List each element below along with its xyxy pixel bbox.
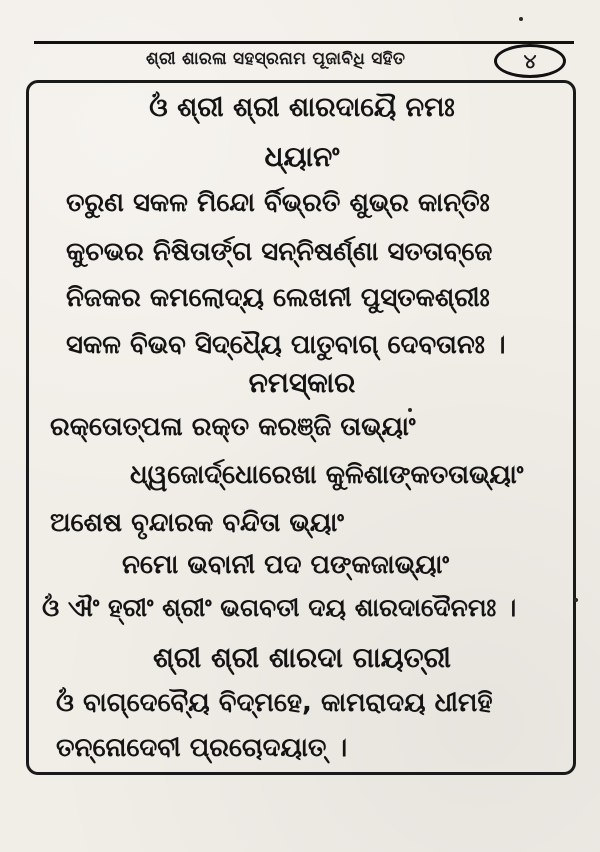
namaskar-line: ଧ୍ୱଜୋର୍ଦ୍ଧୋରେଖା କୁଳିଶାଙ୍କତତାଭ୍ୟାଂ	[130, 460, 524, 490]
dhyan-line: ତରୁଣ ସକଳ ମିନ୍ଦୋ ର୍ବିଭ୍ରତି ଶୁଭ୍ର କାନ୍ତିଃ	[66, 188, 490, 218]
gayatri-line: ତନ୍ନୋଦେବୀ ପ୍ରଚୋଦୟାତ୍ ।	[56, 733, 348, 763]
page-number-badge	[494, 44, 566, 78]
gayatri-heading: ଶ୍ରୀ ଶ୍ରୀ ଶାରଦା ଗାୟତ୍ରୀ	[153, 641, 451, 674]
namaskar-line: ନମୋ ଭବାନୀ ପଦ ପଙ୍କଜାଭ୍ୟାଂ	[122, 550, 450, 580]
invocation-title: ଓଁ ଶ୍ରୀ ଶ୍ରୀ ଶାରଦାୟୈ ନମଃ	[149, 92, 455, 123]
dhyan-line: ସକଳ ବିଭବ ସିଦ୍ଧ୍ୟୈ ପାତୁବାଗ୍ ଦେବତାନଃ ।	[66, 330, 506, 360]
print-speck	[574, 598, 578, 602]
print-speck	[408, 408, 412, 412]
print-speck	[519, 17, 523, 21]
header-rule	[34, 41, 574, 44]
page-number: ୪	[523, 49, 537, 73]
gayatri-line: ଓଁ ବାଗ୍‌ଦେବ୍ୟୈ ବିଦ୍ମହେ, କାମରାଦୟ ଧୀମହି	[56, 688, 493, 718]
namaskar-heading: ନମସ୍କାର	[248, 366, 356, 399]
namaskar-line: ଓଁ ଐଂ ହ୍ରୀଂ ଶ୍ରୀଂ ଭଗବତୀ ଦୟ ଶାରଦାଦୈନମଃ ।	[42, 593, 517, 622]
dhyan-heading: ଧ୍ୟାନଂ	[264, 140, 340, 173]
dhyan-line: ନିଜକର କମଲୋଦ୍ୟ ଲେଖନୀ ପୁସ୍ତକଶ୍ରୀଃ	[66, 283, 490, 313]
dhyan-line: କୁଚଭର ନିଷିତାର୍ଙ୍ଗ ସନ୍ନିଷର୍ଣ୍ଣା ସତତାବ୍‌ଜେ	[66, 237, 493, 267]
running-header: ଶ୍ରୀ ଶାରଳା ସହସ୍ରନାମ ପୂଜାବିଧି ସହିତ	[146, 49, 406, 69]
namaskar-line: ରକ୍ତୋତ୍ପଳା ରକ୍ତ କରଞ୍ଜି ତାଭ୍ୟାଂ	[50, 412, 416, 442]
namaskar-line: ଅଶେଷ ବୃନ୍ଦାରକ ବନ୍ଦିତା ଭ୍ୟାଂ	[50, 508, 344, 538]
